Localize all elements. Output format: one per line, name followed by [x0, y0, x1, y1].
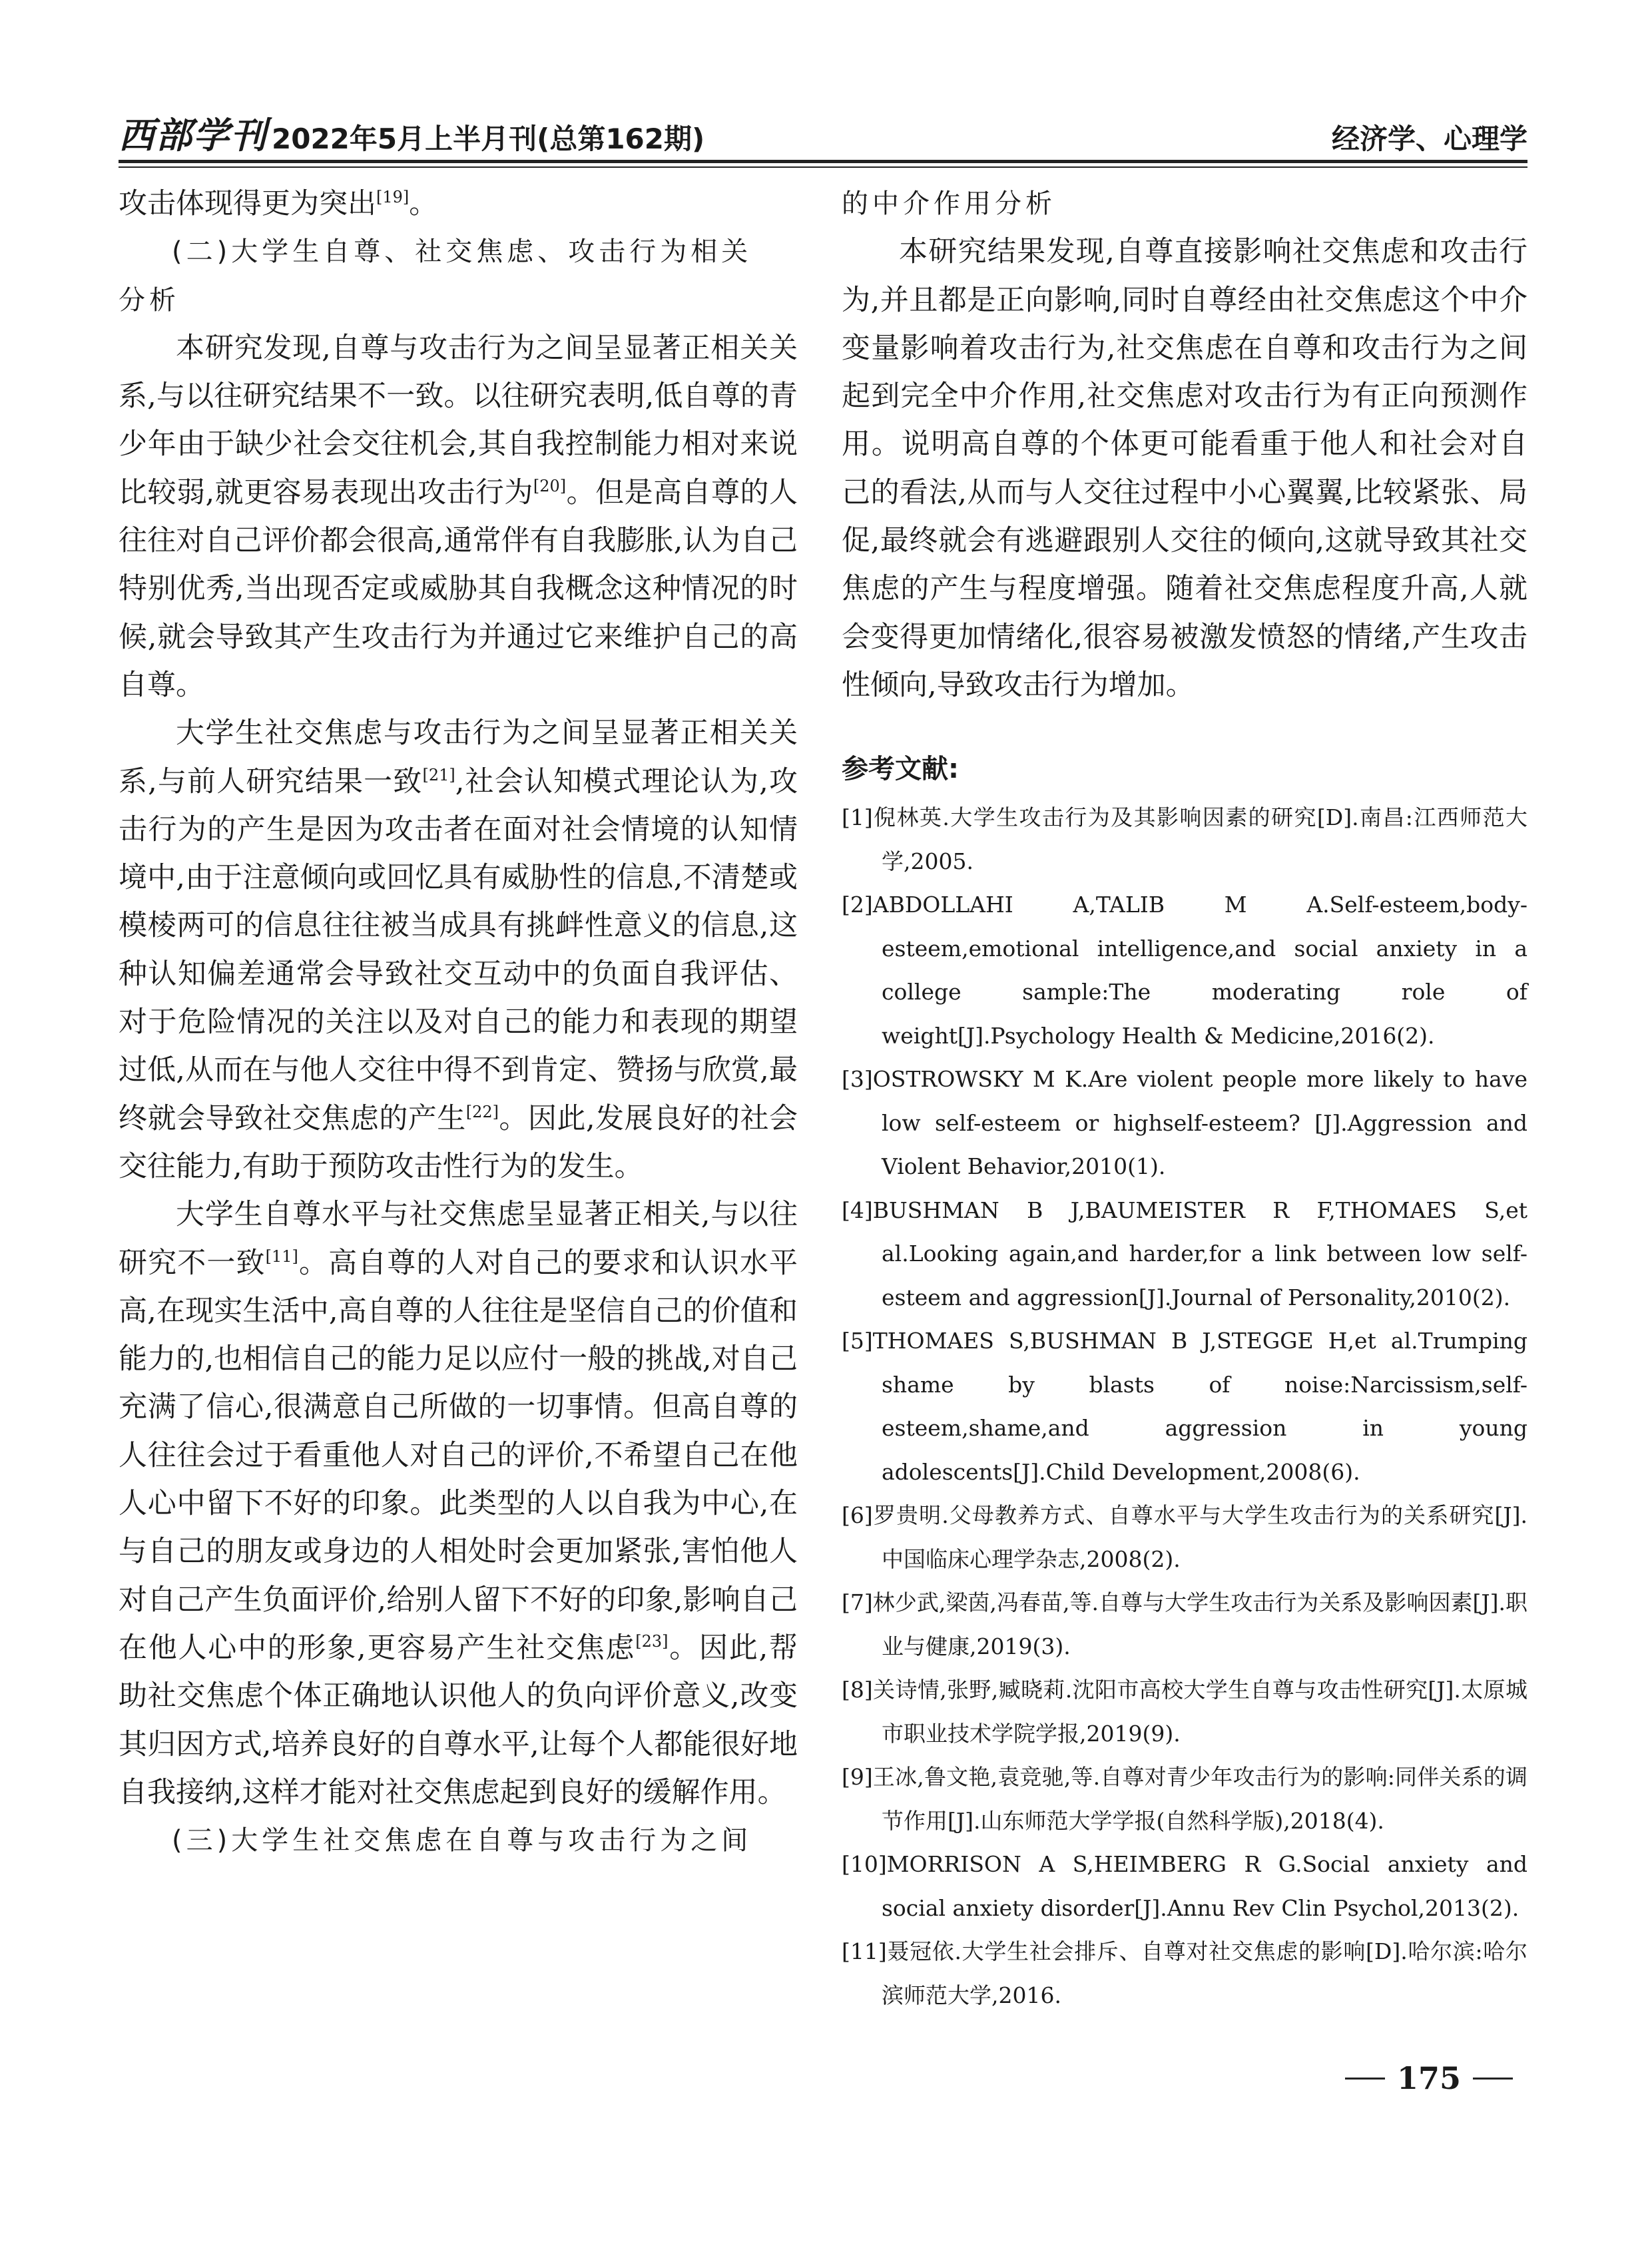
header-left [119, 114, 705, 156]
journal-logo: 西部学刊 [119, 114, 268, 156]
paragraph-text: 大学生社交焦虑与攻击行为之间呈显著正相关关系,与前人研究结果一致 [119, 716, 798, 798]
right-column-body [842, 180, 1527, 709]
reference-item: [6]罗贵明.父母教养方式、自尊水平与大学生攻击行为的关系研究[J].中国临床心理学杂志,2008(2). [842, 1502, 1527, 1572]
section-heading [842, 180, 1527, 228]
paragraph-text: 。但是高自尊的人往往对自己评价都会很高,通常伴有自我膨胀,认为自己特别优秀,当出现否定或威胁其自我概念这种情况的时候,就会导致其产生攻击行为并通过它来维护自己的高自尊。 [119, 475, 798, 702]
left-column [119, 180, 798, 1864]
body-paragraph [842, 228, 1527, 709]
reference-item: [11]聂冠依.大学生社会排斥、自尊对社交焦虑的影响[D].哈尔滨:哈尔滨师范大学,2016. [842, 1938, 1527, 2008]
footer-dash [1345, 2078, 1385, 2080]
paragraph-text: ,社会认知模式理论认为,攻击行为的产生是因为攻击者在面对社会情境的认知情境中,由于注意倾向或回忆具有威胁性的信息,不清楚或模棱两可的信息往往被当成具有挑衅性意义的信息,这种认知偏差通常会导致社交互动中的负面自我评估、对于危险情况的关注以及对自己的能力和表现的期望过低,从而在与他人交往中得不到肯定、赞扬与欣赏,最终就会导致社交焦虑的产生 [119, 764, 798, 1135]
citation-marker: [20] [533, 476, 567, 495]
paragraph-text: 大学生自尊水平与社交焦虑呈显著正相关,与以往研究不一致 [119, 1198, 798, 1280]
paragraph-text: 。 [409, 187, 438, 220]
citation-marker: [11] [265, 1247, 298, 1266]
paragraph-text: 。因此,发展良好的社会交往能力,有助于预防攻击性行为的发生。 [119, 1101, 798, 1183]
page-number: 175 [1397, 2060, 1462, 2096]
citation-marker: [21] [422, 765, 455, 784]
issue-info: 2022年5月上半月刊(总第162期) [272, 123, 705, 155]
paragraph-text: 的中介作用分析 [842, 188, 1056, 219]
citation-marker: [22] [465, 1102, 499, 1121]
reference-item: [1]倪林英.大学生攻击行为及其影响因素的研究[D].南昌:江西师范大学,2005. [842, 804, 1527, 874]
citation-marker: [23] [635, 1631, 669, 1651]
reference-item: [9]王冰,鲁文艳,袁竞驰,等.自尊对青少年攻击行为的影响:同伴关系的调节作用[J].山东师范大学学报(自然科学版),2018(4). [842, 1764, 1527, 1834]
body-paragraph [119, 324, 798, 709]
body-paragraph [119, 180, 798, 228]
reference-item: [7]林少武,梁茵,冯春苗,等.自尊与大学生攻击行为关系及影响因素[J].职业与健康,2019(3). [842, 1589, 1527, 1659]
paragraph-text: 。高自尊的人对自己的要求和认识水平高,在现实生活中,高自尊的人往往是坚信自己的价值和能力的,也相信自己的能力足以应付一般的挑战,对自己充满了信心,很满意自己所做的一切事情。但高自尊的人往往会过于看重他人对自己的评价,不希望自己在他人心中留下不好的印象。此类型的人以自我为中心,在与自己的朋友或身边的人相处时会更加紧张,害怕他人对自己产生负面评价,给别人留下不好的印象,影响自己在他人心中的形象,更容易产生社交焦虑 [119, 1246, 798, 1665]
paragraph-text: 本研究发现,自尊与攻击行为之间呈显著正相关关系,与以往研究结果不一致。以往研究表明,低自尊的青少年由于缺少社会交往机会,其自我控制能力相对来说比较弱,就更容易表现出攻击行为 [119, 331, 798, 509]
paragraph-text: 攻击体现得更为突出 [119, 187, 376, 220]
paragraph-text: (二)大学生自尊、社交焦虑、攻击行为相关 [172, 236, 752, 268]
paragraph-text: 分析 [119, 284, 180, 316]
reference-item: [2]ABDOLLAHI A,TALIB M A.Self-esteem,body-esteem,emotional intelligence,and social anxiety in a college sample:The moderating role of weight[J].Psychology Health & Medicine,2016(2). [842, 892, 1527, 1049]
references-title: 参考文献: [842, 754, 959, 785]
section-heading [119, 228, 798, 276]
section-heading [119, 276, 798, 324]
header-rule [119, 160, 1527, 163]
header-rule-thin [119, 166, 1527, 168]
right-column [842, 180, 1527, 2017]
body-paragraph [119, 1191, 798, 1817]
running-header [119, 107, 1527, 160]
body-paragraph [119, 709, 798, 1191]
reference-item: [4]BUSHMAN B J,BAUMEISTER R F,THOMAES S,et al.Looking again,and harder,for a link between low self-esteem and aggression[J].Journal of Personality,2010(2). [842, 1197, 1527, 1310]
reference-item: [8]关诗情,张野,臧晓莉.沈阳市高校大学生自尊与攻击性研究[J].太原城市职业技术学院学报,2019(9). [842, 1677, 1527, 1747]
section-name: 经济学、心理学 [1331, 123, 1527, 155]
reference-item: [5]THOMAES S,BUSHMAN B J,STEGGE H,et al.Trumping shame by blasts of noise:Narcissism,self-esteem,shame,and aggression in young adolescents[J].Child Development,2008(6). [842, 1328, 1527, 1485]
citation-marker: [19] [376, 188, 410, 206]
paragraph-text: 。因此,帮助社交焦虑个体正确地认识他人的负向评价意义,改变其归因方式,培养良好的自尊水平,让每个人都能很好地自我接纳,这样才能对社交焦虑起到良好的缓解作用。 [119, 1631, 798, 1809]
footer-dash [1473, 2078, 1513, 2080]
references-list [842, 796, 1527, 2017]
reference-item: [10]MORRISON A S,HEIMBERG R G.Social anxiety and social anxiety disorder[J].Annu Rev Clin Psychol,2013(2). [842, 1851, 1527, 1921]
reference-item: [3]OSTROWSKY M K.Are violent people more likely to have low self-esteem or highself-esteem? [J].Aggression and Violent Behavior,2010(1). [842, 1066, 1527, 1180]
page-footer [1345, 2060, 1531, 2096]
paragraph-text: (三)大学生社交焦虑在自尊与攻击行为之间 [172, 1825, 752, 1856]
section-heading [119, 1817, 798, 1864]
paragraph-text: 本研究结果发现,自尊直接影响社交焦虑和攻击行为,并且都是正向影响,同时自尊经由社交焦虑这个中介变量影响着攻击行为,社交焦虑在自尊和攻击行为之间起到完全中介作用,社交焦虑对攻击行为有正向预测作用。说明高自尊的个体更可能看重于他人和社会对自己的看法,从而与人交往过程中小心翼翼,比较紧张、局促,最终就会有逃避跟别人交往的倾向,这就导致其社交焦虑的产生与程度增强。随着社交焦虑程度升高,人就会变得更加情绪化,很容易被激发愤怒的情绪,产生攻击性倾向,导致攻击行为增加。 [842, 235, 1527, 702]
